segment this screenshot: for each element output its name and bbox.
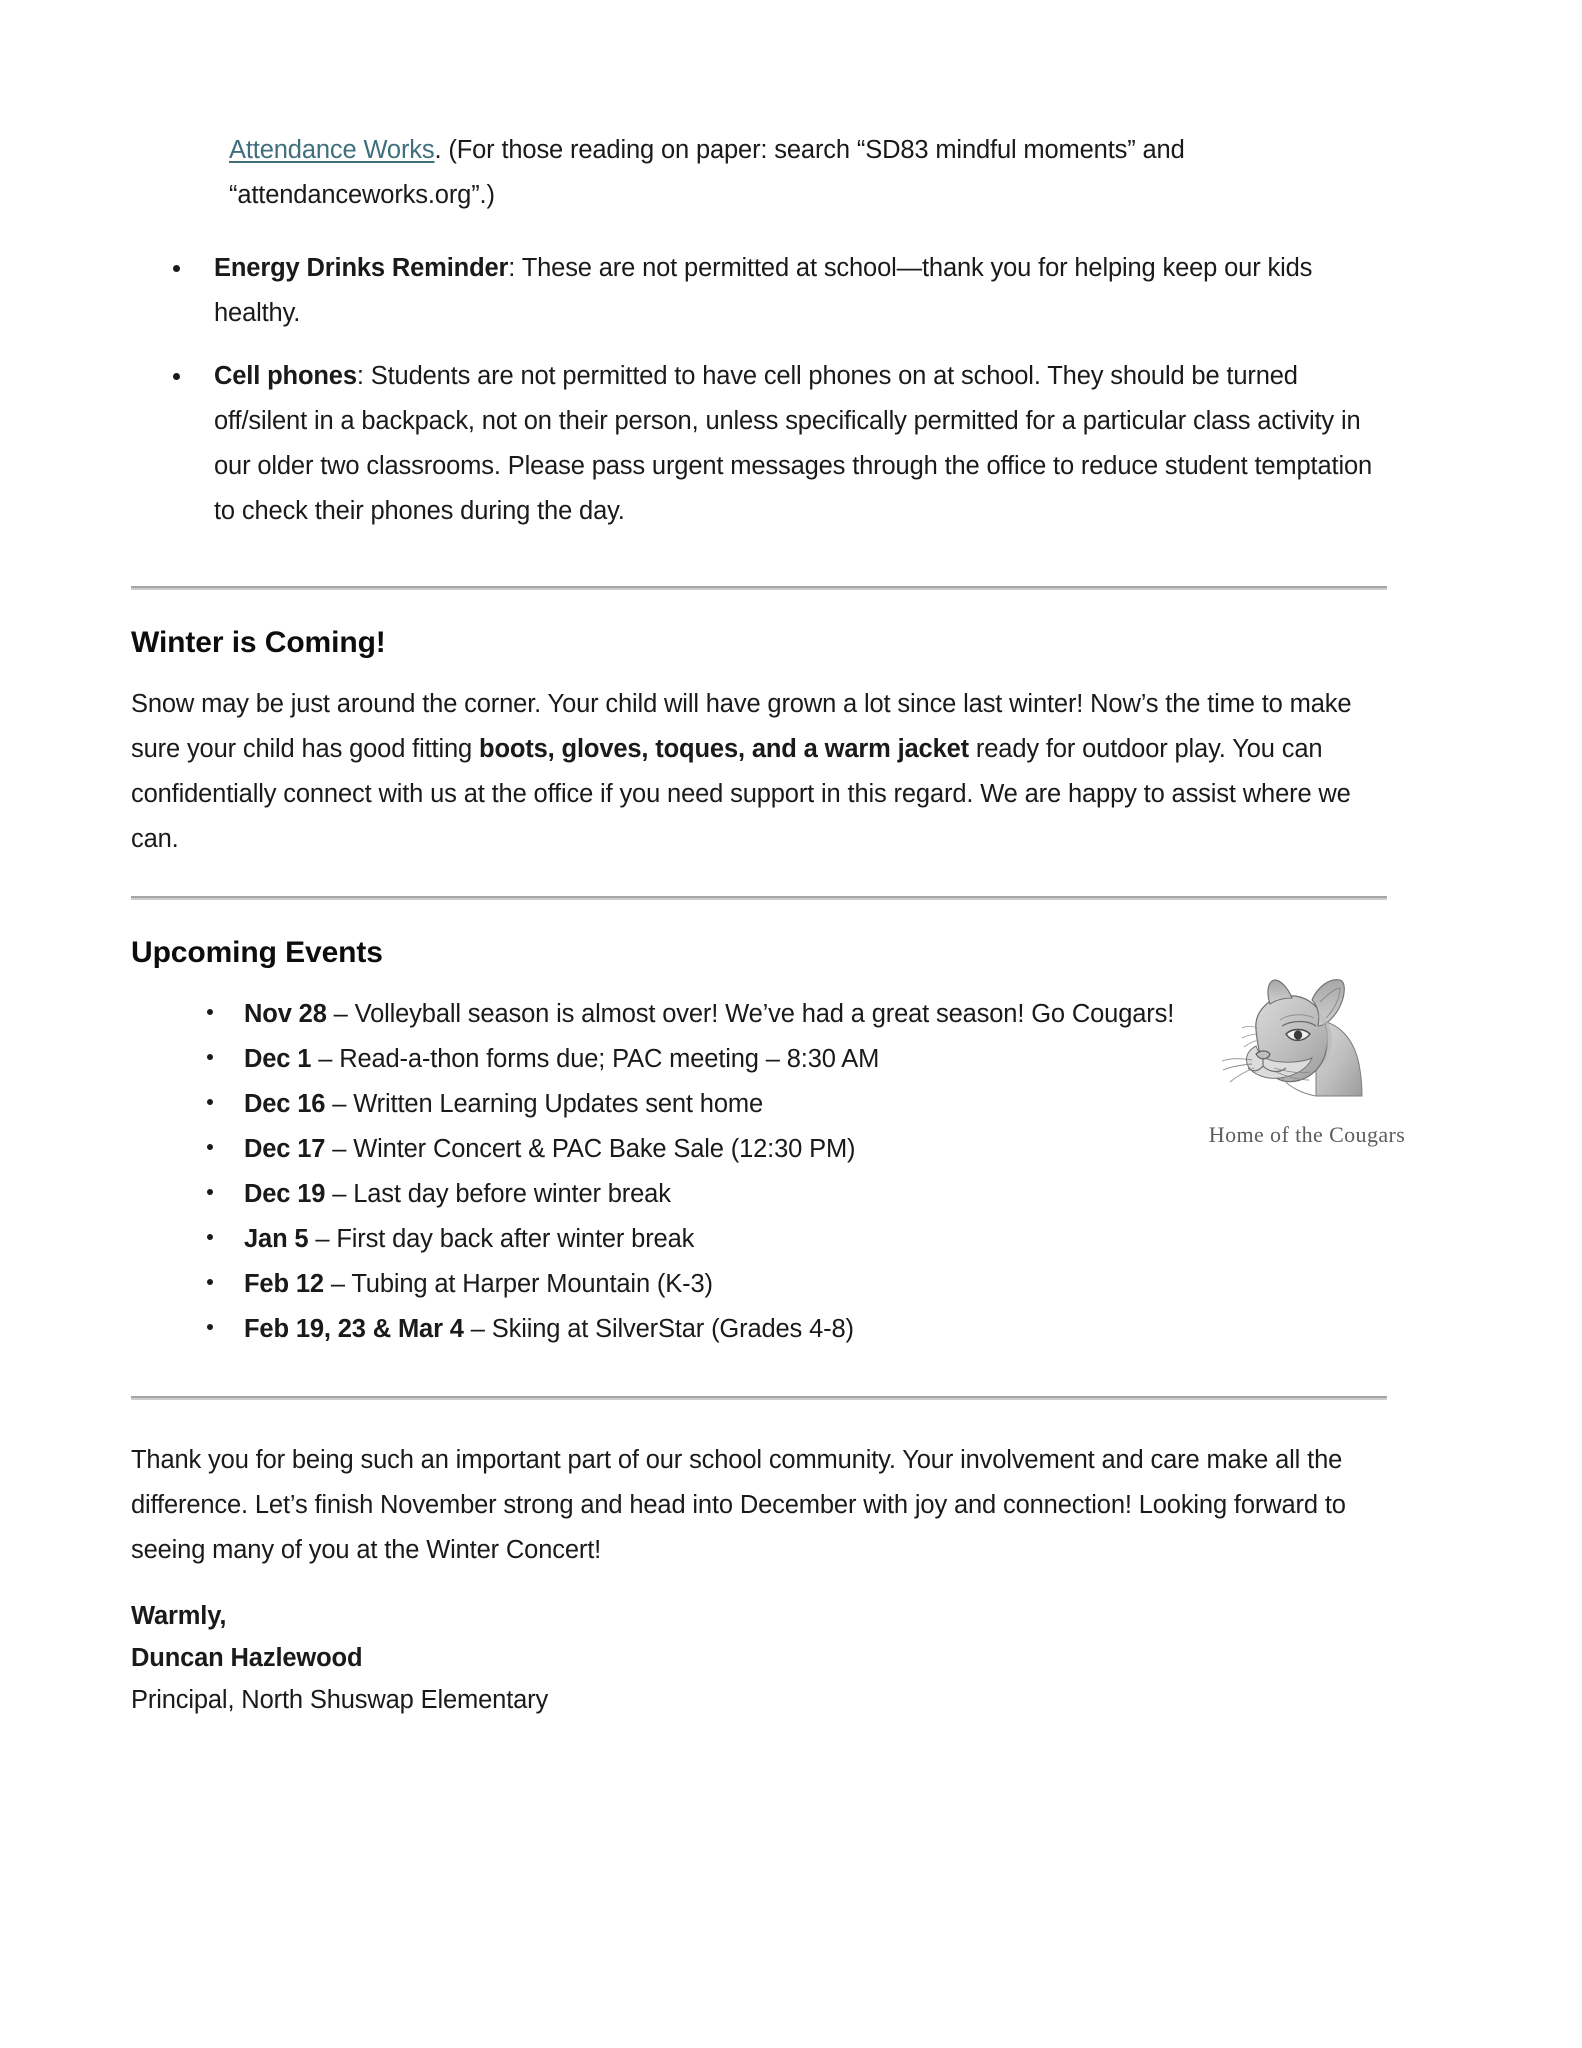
attendance-works-note: . (For those reading on paper: search “SD83 mindful moments” and “attendanceworks.org”.) bbox=[229, 136, 1185, 209]
events-and-logo-row bbox=[131, 992, 1406, 1352]
cougar-head-sketch-icon bbox=[1212, 968, 1402, 1118]
event-description: – Read-a-thon forms due; PAC meeting – 8:30 AM bbox=[311, 1045, 880, 1073]
closing-salutation: Warmly, bbox=[131, 1602, 227, 1630]
page-content bbox=[131, 128, 1406, 1721]
list-item bbox=[131, 1307, 1387, 1352]
event-description: – Winter Concert & PAC Bake Sale (12:30 PM) bbox=[325, 1135, 856, 1163]
event-description: – Tubing at Harper Mountain (K-3) bbox=[323, 1270, 713, 1298]
event-description: – Written Learning Updates sent home bbox=[325, 1090, 763, 1118]
winter-section-paragraph bbox=[131, 682, 1387, 862]
bullet-lead-label: Energy Drinks Reminder bbox=[214, 254, 509, 282]
bullet-body-text: : These are not permitted at school—thank you for helping keep our kids healthy. bbox=[214, 254, 1313, 327]
winter-text-part-1: Snow may be just around the corner. Your child will have grown a lot since last winter! Now’s the time to make sure your child has good fitting bbox=[131, 690, 1352, 763]
school-logo bbox=[1187, 968, 1427, 1148]
event-description: – Skiing at SilverStar (Grades 4-8) bbox=[463, 1315, 854, 1343]
event-date: Feb 12 bbox=[244, 1270, 324, 1298]
event-date: Dec 16 bbox=[244, 1090, 326, 1118]
list-item bbox=[131, 1262, 1387, 1307]
winter-text-bold: boots, gloves, toques, and a warm jacket bbox=[479, 735, 969, 763]
logo-caption: Home of the Cougars bbox=[1208, 1122, 1406, 1147]
list-item bbox=[131, 354, 1387, 534]
winter-section-title: Winter is Coming! bbox=[131, 626, 386, 659]
closing-paragraph: Thank you for being such an important part of our school community. Your involvement and care make all the difference. Let’s finish November strong and head into December with joy and connection! Looking forward to seeing many of you at the Winter Concert! bbox=[131, 1446, 1346, 1564]
event-date: Nov 28 bbox=[244, 1000, 327, 1028]
event-date: Dec 1 bbox=[244, 1045, 312, 1073]
event-date: Dec 19 bbox=[244, 1180, 326, 1208]
bullet-body-text: : Students are not permitted to have cell phones on at school. They should be turned off/silent in a backpack, not on their person, unless specifically permitted for a particular class activity in our older two classrooms. Please pass urgent messages through the office to reduce student temptation to check their phones during the day. bbox=[214, 362, 1373, 525]
attendance-works-link[interactable]: Attendance Works bbox=[229, 136, 435, 164]
events-section-title: Upcoming Events bbox=[131, 936, 383, 969]
list-item bbox=[131, 1172, 1387, 1217]
event-date: Jan 5 bbox=[244, 1225, 309, 1253]
bullet-lead-label: Cell phones bbox=[214, 362, 357, 390]
list-item bbox=[131, 246, 1387, 336]
signer-name: Duncan Hazlewood bbox=[131, 1644, 363, 1672]
winter-text-part-2: ready for outdoor play. You can confidentially connect with us at the office if you need support in this regard. We are happy to assist where we can. bbox=[131, 735, 1351, 853]
list-item bbox=[131, 1217, 1387, 1262]
event-description: – Volleyball season is almost over! We’ve had a great season! Go Cougars! bbox=[326, 1000, 1175, 1028]
attendance-works-paragraph bbox=[131, 128, 1229, 218]
event-description: – First day back after winter break bbox=[308, 1225, 695, 1253]
event-date: Feb 19, 23 & Mar 4 bbox=[244, 1315, 464, 1343]
event-date: Dec 17 bbox=[244, 1135, 326, 1163]
signer-role: Principal, North Shuswap Elementary bbox=[131, 1686, 549, 1714]
reminders-list bbox=[131, 246, 1387, 534]
event-description: – Last day before winter break bbox=[325, 1180, 671, 1208]
